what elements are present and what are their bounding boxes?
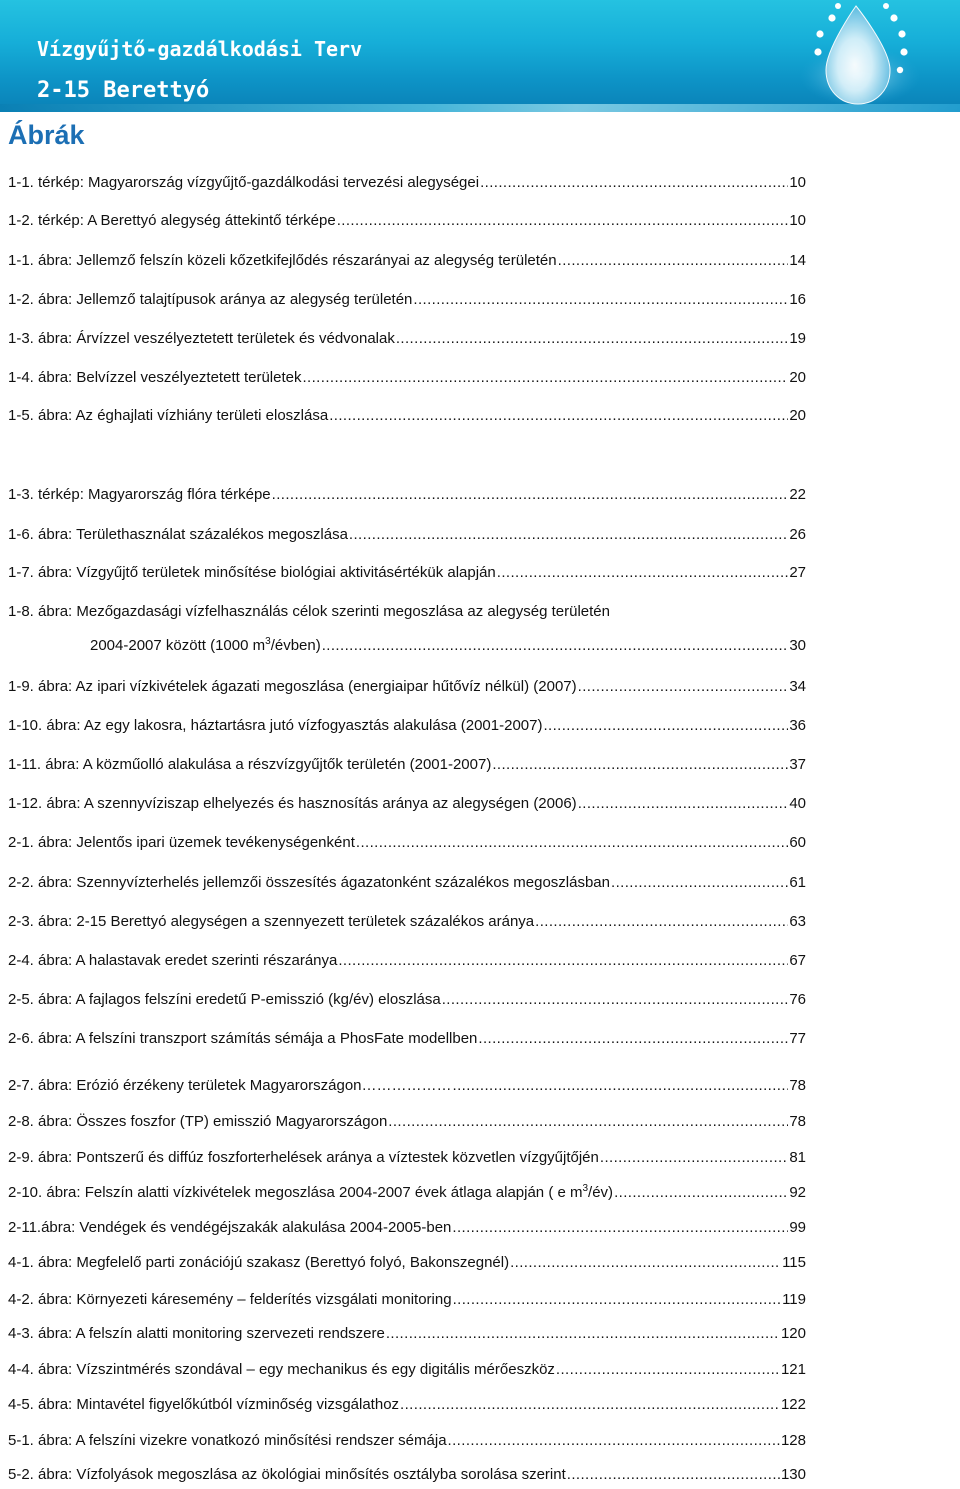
toc-entry-page: 40 [789, 795, 806, 812]
toc-entry[interactable] [8, 1076, 806, 1096]
toc-entry-label: 1-2. térkép: A Berettyó alegység áttekintő térképe [8, 212, 336, 229]
toc-leader-dots [478, 1029, 788, 1049]
toc-entry-label: 2-5. ábra: A fajlagos felszíni eredetű P-emisszió (kg/év) eloszlása [8, 991, 441, 1008]
toc-entry-label: 1-12. ábra: A szennyvíziszap elhelyezés és hasznosítás aránya az alegységen (2006) [8, 795, 577, 812]
toc-entry[interactable] [8, 525, 806, 545]
toc-entry-label: 4-1. ábra: Megfelelő parti zonációjú szakasz (Berettyó folyó, Bakonszegnél) [8, 1254, 510, 1271]
toc-entry-label: 4-2. ábra: Környezeti káresemény – felderítés vizsgálati monitoring [8, 1291, 452, 1308]
toc-leader-dots [510, 1253, 781, 1273]
toc-entry[interactable] [8, 833, 806, 853]
toc-entry-label: 1-3. ábra: Árvízzel veszélyeztetett területek és védvonalak [8, 330, 395, 347]
toc-entry-page: 81 [789, 1149, 806, 1166]
toc-entry-page: 99 [789, 1219, 806, 1236]
toc-label-part: /év) [588, 1184, 614, 1201]
toc-entry[interactable] [8, 1465, 806, 1485]
toc-leader-dots [535, 912, 788, 932]
toc-label-part: /évben) [270, 637, 321, 654]
toc-entry-label: 1-1. ábra: Jellemző felszín közeli kőzetkifejlődés részarányai az alegység területén [8, 252, 557, 269]
toc-entry-label: 4-5. ábra: Mintavétel figyelőkútból vízminőség vizsgálathoz [8, 1396, 400, 1413]
toc-entry-label: 2-7. ábra: Erózió érzékeny területek Magyarországon……………… [8, 1077, 452, 1094]
toc-entry-page: 61 [789, 874, 806, 891]
toc-leader-dots [448, 1431, 780, 1451]
toc-leader-dots [567, 1465, 780, 1485]
toc-entry-page: 60 [789, 834, 806, 851]
toc-leader-dots [413, 290, 788, 310]
toc-leader-dots [400, 1395, 780, 1415]
toc-leader-dots [302, 368, 788, 388]
toc-entry[interactable] [8, 716, 806, 736]
toc-leader-dots [356, 833, 788, 853]
toc-entry-label: 2-3. ábra: 2-15 Berettyó alegységen a szennyezett területek százalékos aránya [8, 913, 535, 930]
toc-entry-page: 22 [789, 486, 806, 503]
toc-leader-dots [556, 1360, 780, 1380]
toc-entry-label-line1[interactable]: 1-8. ábra: Mezőgazdasági vízfelhasználás célok szerinti megoszlása az alegység területén [8, 603, 610, 620]
toc-entry[interactable] [8, 873, 806, 893]
toc-entry[interactable] [8, 368, 806, 388]
toc-entry-label: 1-2. ábra: Jellemző talajtípusok aránya az alegység területén [8, 291, 413, 308]
toc-entry[interactable] [8, 563, 806, 583]
toc-entry-label: 1-11. ábra: A közműolló alakulása a részvízgyűjtők területén (2001-2007) [8, 756, 492, 773]
toc-leader-dots [396, 329, 788, 349]
toc-entry-label: 5-2. ábra: Vízfolyások megoszlása az ökológiai minősítés osztályba sorolása szerint [8, 1466, 566, 1483]
toc-entry-page: 27 [789, 564, 806, 581]
document-title: Vízgyűjtő-gazdálkodási Terv [37, 37, 363, 61]
toc-entry-label: 4-4. ábra: Vízszintmérés szondával – egy mechanikus és egy digitális mérőeszköz [8, 1361, 555, 1378]
toc-entry-page: 34 [789, 678, 806, 695]
toc-leader-dots [322, 636, 789, 656]
toc-entry[interactable] [8, 329, 806, 349]
toc-leader-dots [338, 951, 788, 971]
toc-entry[interactable] [90, 636, 806, 658]
toc-leader-dots [492, 755, 788, 775]
toc-entry[interactable] [8, 485, 806, 505]
toc-leader-dots [442, 990, 789, 1010]
toc-entry[interactable] [8, 1218, 806, 1238]
toc-label-part: 2004-2007 között (1000 m [90, 637, 266, 654]
toc-entry[interactable] [8, 794, 806, 814]
toc-leader-dots [453, 1076, 789, 1096]
toc-entry-page: 121 [780, 1361, 806, 1378]
superscript: 3 [265, 636, 271, 647]
toc-entry-page: 16 [789, 291, 806, 308]
toc-entry-page: 78 [789, 1113, 806, 1130]
toc-leader-dots [386, 1324, 780, 1344]
toc-leader-dots [611, 873, 788, 893]
toc-entry-page: 119 [782, 1291, 806, 1308]
toc-entry-label: 1-5. ábra: Az éghajlati vízhiány területi eloszlása [8, 407, 329, 424]
toc-entry-page: 26 [789, 526, 806, 543]
toc-entry-page: 63 [789, 913, 806, 930]
toc-leader-dots [578, 794, 789, 814]
toc-leader-dots [497, 563, 789, 583]
toc-entry[interactable] [8, 406, 806, 426]
toc-entry-label: 1-3. térkép: Magyarország flóra térképe [8, 486, 271, 503]
toc-leader-dots [272, 485, 789, 505]
toc-entry[interactable] [8, 1324, 806, 1344]
toc-entry-page: 92 [789, 1184, 806, 1201]
toc-entry[interactable] [8, 990, 806, 1010]
toc-entry[interactable] [8, 290, 806, 310]
toc-leader-dots [337, 211, 789, 231]
toc-leader-dots [388, 1112, 788, 1132]
toc-entry-label: 5-1. ábra: A felszíni vizekre vonatkozó minősítési rendszer sémája [8, 1432, 447, 1449]
toc-entry-page: 120 [780, 1325, 806, 1342]
toc-entry-label [90, 636, 321, 658]
toc-entry[interactable] [8, 251, 806, 271]
toc-leader-dots [452, 1218, 788, 1238]
toc-entry-page: 20 [789, 369, 806, 386]
toc-entry-label: 1-10. ábra: Az egy lakosra, háztartásra jutó vízfogyasztás alakulása (2001-2007) [8, 717, 543, 734]
toc-entry[interactable] [8, 1395, 806, 1415]
toc-entry[interactable] [8, 1431, 806, 1451]
toc-entry-page: 122 [780, 1396, 806, 1413]
toc-leader-dots [578, 677, 789, 697]
toc-leader-dots [480, 173, 788, 193]
toc-entry[interactable] [8, 1148, 806, 1168]
toc-entry[interactable] [8, 1360, 806, 1380]
toc-entry-label: 1-9. ábra: Az ipari vízkivételek ágazati megoszlása (energiaipar hűtővíz nélkül) (2007) [8, 678, 577, 695]
toc-entry[interactable] [8, 1029, 806, 1049]
toc-entry-page: 19 [789, 330, 806, 347]
toc-entry-label: 1-4. ábra: Belvízzel veszélyeztetett területek [8, 369, 302, 386]
toc-entry-label: 2-1. ábra: Jelentős ipari üzemek tevékenységenként [8, 834, 355, 851]
toc-entry-page: 30 [789, 637, 806, 654]
header-banner [0, 0, 960, 112]
toc-entry-page: 10 [789, 212, 806, 229]
toc-entry[interactable] [8, 755, 806, 775]
toc-leader-dots [558, 251, 789, 271]
toc-entry-page: 77 [789, 1030, 806, 1047]
toc-entry-label: 1-7. ábra: Vízgyűjtő területek minősítése biológiai aktivitásértékük alapján [8, 564, 496, 581]
page-title: Ábrák [8, 120, 85, 150]
water-drop-logo-icon [796, 0, 960, 112]
toc-entry-label: 4-3. ábra: A felszín alatti monitoring szervezeti rendszere [8, 1325, 385, 1342]
toc-entry-page: 36 [789, 717, 806, 734]
toc-entry-page: 76 [789, 991, 806, 1008]
toc-leader-dots [614, 1183, 788, 1203]
toc-entry[interactable] [8, 1290, 806, 1310]
toc-entry-label: 2-8. ábra: Összes foszfor (TP) emisszió Magyarországon [8, 1113, 388, 1130]
toc-entry-label: 1-6. ábra: Területhasználat százalékos megoszlása [8, 526, 348, 543]
toc-entry-label: 2-2. ábra: Szennyvízterhelés jellemzői összesítés ágazatonként százalékos megoszlásban [8, 874, 610, 891]
toc-entry[interactable] [8, 1253, 806, 1273]
toc-entry-page: 20 [789, 407, 806, 424]
toc-entry[interactable] [8, 951, 806, 971]
toc-leader-dots [543, 716, 788, 736]
toc-entry-page: 14 [789, 252, 806, 269]
toc-entry[interactable] [8, 173, 806, 193]
toc-leader-dots [349, 525, 788, 545]
toc-entry-page: 10 [789, 174, 806, 191]
toc-entry-page: 128 [780, 1432, 806, 1449]
toc-entry[interactable] [8, 1183, 806, 1205]
toc-leader-dots [329, 406, 788, 426]
toc-entry[interactable] [8, 211, 806, 231]
toc-entry[interactable] [8, 912, 806, 932]
superscript: 3 [582, 1183, 589, 1194]
document-subtitle: 2-15 Berettyó [37, 78, 210, 103]
toc-label-part: 2-10. ábra: Felszín alatti vízkivételek megoszlása 2004-2007 évek átlaga alapján ( e m [8, 1184, 583, 1201]
toc-entry-page: 130 [780, 1466, 806, 1483]
toc-entry-page: 115 [782, 1254, 806, 1271]
toc-entry[interactable] [8, 1112, 806, 1132]
toc-entry-page: 67 [789, 952, 806, 969]
toc-entry[interactable] [8, 677, 806, 697]
toc-entry-page: 78 [789, 1077, 806, 1094]
toc-entry-label: 1-1. térkép: Magyarország vízgyűjtő-gazdálkodási tervezési alegységei [8, 174, 480, 191]
toc-entry-label: 2-4. ábra: A halastavak eredet szerinti részaránya [8, 952, 338, 969]
toc-entry-label: 2-6. ábra: A felszíni transzport számítás sémája a PhosFate modellben [8, 1030, 478, 1047]
toc-entry-label: 2-11.ábra: Vendégek és vendégéjszakák alakulása 2004-2005-ben [8, 1219, 452, 1236]
toc-entry-label: 2-9. ábra: Pontszerű és diffúz foszforterhelések aránya a víztestek közvetlen vízgyűjtőjén [8, 1149, 599, 1166]
toc-leader-dots [600, 1148, 788, 1168]
toc-entry-label [8, 1183, 613, 1205]
toc-entry-page: 37 [789, 756, 806, 773]
toc-leader-dots [453, 1290, 782, 1310]
